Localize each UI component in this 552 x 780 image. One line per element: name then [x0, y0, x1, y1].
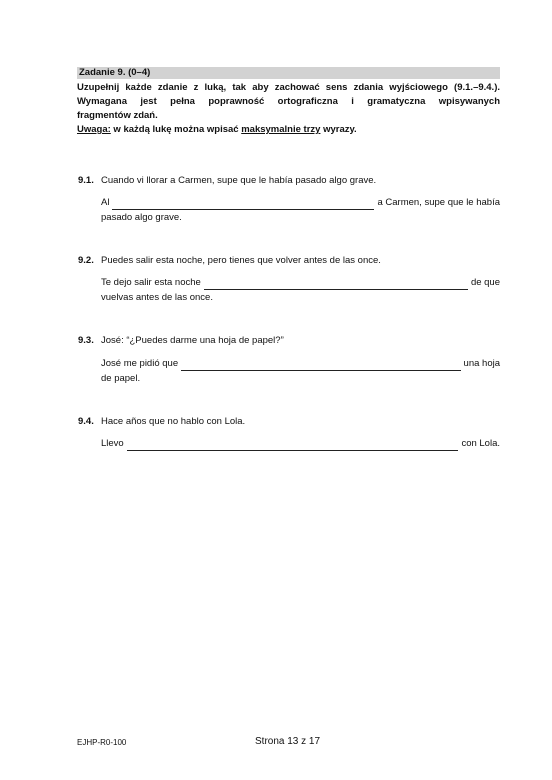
answer-line: [101, 357, 500, 371]
instruction-line-1: Uzupełnij każde zdanie z luką, tak aby zachować sens zdania wyjściowego (9.1.–9.4.).: [77, 82, 500, 93]
question-prompt: Cuando vi llorar a Carmen, supe que le había pasado algo grave.: [101, 175, 377, 186]
answer-line: [101, 276, 500, 290]
answer-suffix: una hoja: [463, 358, 500, 369]
note-emphasis: maksymalnie trzy: [241, 124, 321, 135]
question-number: 9.4.: [78, 416, 94, 427]
answer-suffix: de que: [470, 277, 500, 288]
answer-prefix: Te dejo salir esta noche: [101, 277, 201, 288]
instruction-line-2: Wymagana jest pełna poprawność ortograficzna i gramatyczna wpisywanych: [77, 96, 500, 107]
document-code: EJHP-R0-100: [77, 738, 127, 747]
answer-suffix: con Lola.: [461, 438, 500, 449]
note-text: w każdą lukę można wpisać: [110, 124, 242, 135]
answer-prefix: José me pidió que: [101, 358, 179, 369]
note-label: Uwaga:: [77, 124, 111, 135]
answer-suffix: a Carmen, supe que le había: [377, 197, 500, 208]
question-number: 9.1.: [78, 175, 94, 186]
answer-prefix: Llevo: [101, 438, 124, 449]
note-line: [77, 123, 500, 137]
answer-continuation: pasado algo grave.: [101, 212, 182, 223]
note-end: wyrazy.: [320, 124, 357, 135]
page-number: Strona 13 z 17: [255, 736, 321, 747]
instruction-line-3: fragmentów zdań.: [77, 110, 158, 121]
answer-line: [101, 196, 500, 210]
answer-gap-input[interactable]: [204, 278, 468, 290]
question-number: 9.2.: [78, 255, 94, 266]
answer-continuation: de papel.: [101, 373, 141, 384]
question-prompt: José: “¿Puedes darme una hoja de papel?”: [101, 335, 284, 346]
answer-continuation: vuelvas antes de las once.: [101, 292, 213, 303]
answer-prefix: Al: [101, 197, 110, 208]
question-prompt: Hace años que no hablo con Lola.: [101, 416, 246, 427]
question-prompt: Puedes salir esta noche, pero tienes que volver antes de las once.: [101, 255, 381, 266]
answer-line: [101, 437, 500, 451]
answer-gap-input[interactable]: [127, 439, 459, 451]
question-number: 9.3.: [78, 335, 94, 346]
task-title: Zadanie 9. (0–4): [77, 67, 500, 79]
answer-gap-input[interactable]: [181, 359, 460, 371]
answer-gap-input[interactable]: [112, 198, 374, 210]
